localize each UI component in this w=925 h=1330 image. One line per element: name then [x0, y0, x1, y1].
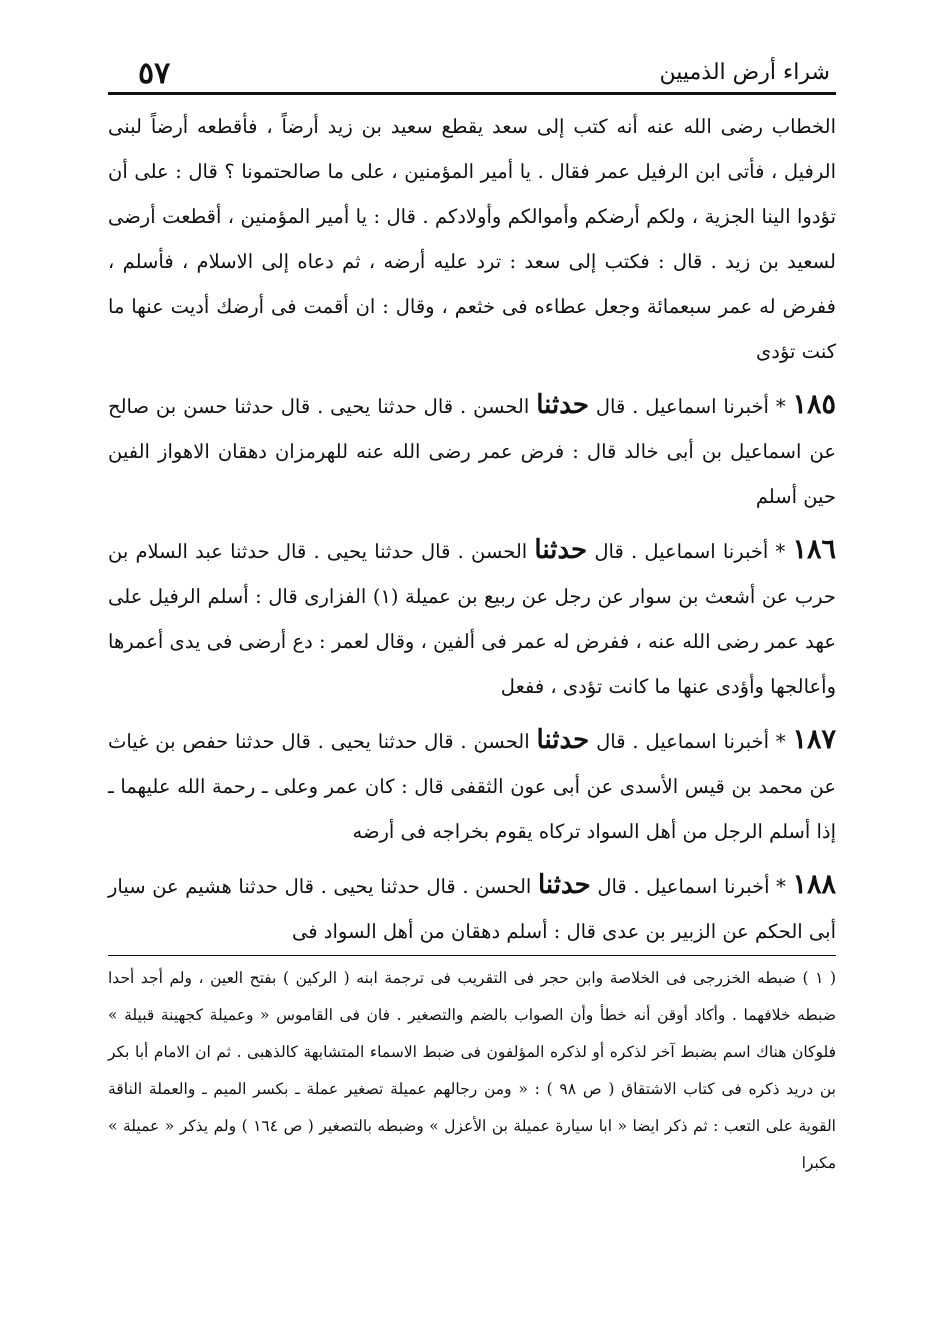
intro-paragraph: الخطاب رضى الله عنه أنه كتب إلى سعد يقطع سعيد بن زيد أرضاً ، فأقطعه أرضاً لبنى الرفيل ، فأتى ابن الرفيل عمر فقال . يا أمير المؤمنين ، على ما صالحتمونا ؟ قال : على أن تؤدوا الينا الجزية ، ولكم أرضكم وأموالكم وأولادكم . قال : يا أمير المؤمنين ، أقطعت أرضى لسعيد بن زيد . قال : فكتب إلى سعد : ترد عليه أرضه ، ثم دعاه إلى الاسلام ، فأسلم ، ففرض له عمر سبعمائة وجعل عطاءه فى خثعم ، وقال : ان أقمت فى أرضك أديت عنها ما كنت تؤدى	[108, 115, 836, 363]
entry-number: ١٨٥	[792, 389, 836, 420]
entry-185	[108, 382, 836, 519]
haddathana-mark: حدثنا	[534, 535, 588, 565]
haddathana-mark: حدثنا	[536, 725, 590, 755]
entry-opening: * أخبرنا اسماعيل . قال	[594, 540, 786, 563]
entry-number: ١٨٨	[792, 869, 836, 900]
footnotes	[108, 960, 836, 1182]
haddathana-mark: حدثنا	[537, 870, 591, 900]
entry-opening: * أخبرنا اسماعيل . قال	[596, 730, 786, 753]
entry-text: الحسن . قال حدثنا يحيى . قال حدثنا حسن بن صالح عن اسماعيل بن أبى خالد قال : فرض عمر رضى الله عنه للهرمزان دهقان الاهواز الفين حين أسلم	[108, 395, 836, 508]
header-rule	[108, 92, 836, 95]
entry-188	[108, 862, 836, 954]
entry-opening: * أخبرنا اسماعيل . قال	[595, 395, 786, 418]
entry-number: ١٨٧	[792, 724, 837, 755]
entry-text: الحسن . قال حدثنا يحيى . قال حدثنا حفص بن غياث عن محمد بن قيس الأسدى عن أبى عون الثقفى قال : كان عمر وعلى ـ رحمة الله عليهما ـ إذا أسلم الرجل من أهل السواد تركاه يقوم بخراجه فى أرضه	[108, 730, 836, 843]
haddathana-mark: حدثنا	[536, 390, 589, 420]
entry-number: ١٨٦	[792, 534, 836, 565]
entry-text: الحسن . قال حدثنا يحيى . قال حدثنا هشيم عن سيار أبى الحكم عن الزبير بن عدى قال : أسلم دهقان من أهل السواد فى	[108, 875, 836, 943]
entry-text: الحسن . قال حدثنا يحيى . قال حدثنا عبد السلام بن حرب عن أشعث بن سوار عن رجل عن ربيع بن عميلة (١) الفزارى قال : أسلم الرفيل على عهد عمر رضى الله عنه ، ففرض له عمر فى ألفين ، وقال لعمر : دع أرضى فى يدى أعمرها وأعالجها وأؤدى عنها ما كانت تؤدى ، ففعل	[108, 540, 836, 698]
running-title: شراء أرض الذميين	[659, 60, 830, 85]
entry-opening: * أخبرنا اسماعيل . قال	[597, 875, 786, 898]
footnote-rule	[108, 955, 836, 956]
entry-187	[108, 717, 836, 854]
main-text	[108, 104, 836, 954]
footnote-1: ( ١ ) ضبطه الخزرجى فى الخلاصة وابن حجر فى التقريب فى ترجمة ابنه ( الركين ) بفتح العين ، ولم أجد أحدا ضبطه خلافهما . وأكاد أوقن أنه خطأ وأن الصواب بالضم والتصغير . فان فى القاموس « وعميلة كجهينة قبيلة » فلوكان هناك اسم بضبط آخر لذكره أو لذكره المؤلفون فى ضبط الاسماء المتشابهة كالذهبى . ثم ان الامام أبا بكر بن دريد ذكره فى كتاب الاشتقاق ( ص ٩٨ ) : « ومن رجالهم عميلة تصغير عملة ـ بكسر الميم ـ والعملة الناقة القوية على التعب : ثم ذكر ايضا « ابا سيارة عميلة بن الأعزل » وضبطه بالتصغير ( ص ١٦٤ ) ولم يذكر « عميلة » مكبرا	[108, 969, 836, 1172]
entry-186	[108, 527, 836, 709]
page-number: ٥٧	[138, 56, 171, 91]
page-header	[108, 50, 830, 92]
